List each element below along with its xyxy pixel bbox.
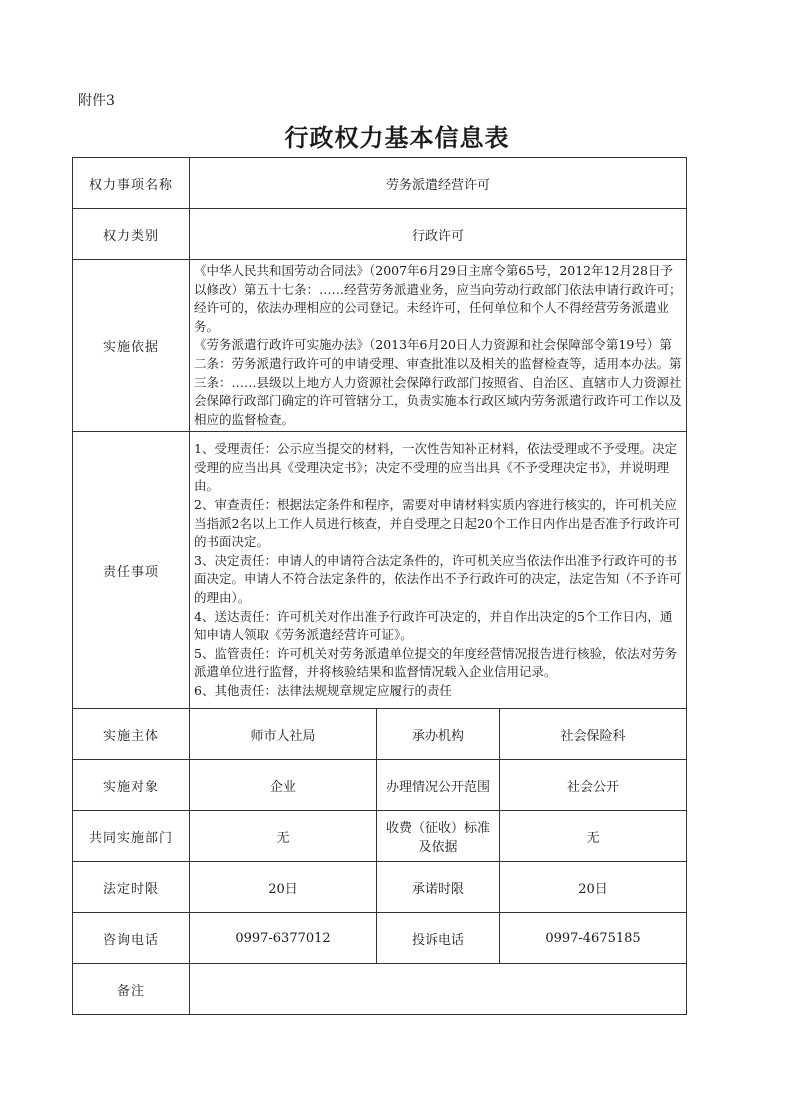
impl-subject-value: 师市人社局: [190, 709, 377, 760]
disclosure-scope-value: 社会公开: [500, 760, 687, 811]
promised-time-limit-value: 20日: [500, 862, 687, 913]
basis-content: [190, 260, 687, 432]
joint-dept-value: 无: [190, 811, 377, 862]
impl-target-value: 企业: [190, 760, 377, 811]
remarks-label: 备注: [73, 964, 190, 1015]
row-basis: [73, 260, 687, 432]
complaint-phone-value: 0997-4675185: [500, 913, 687, 964]
responsibility-item: 6、其他责任：法律法规规章规定应履行的责任: [194, 682, 452, 698]
responsibility-item: 2、审查责任：根据法定条件和程序，需要对申请材料实质内容进行核实的，许可机关应当指派2名以上工作人员进行核查，并自受理之日起20个工作日内作出是否准予行政许可的书面决定。: [194, 496, 681, 550]
fee-standard-label: 收费（征收）标准及依据: [377, 811, 500, 862]
row-item-name: [73, 158, 687, 209]
legal-time-limit-label: 法定时限: [73, 862, 190, 913]
row-impl-target: [73, 760, 687, 811]
disclosure-scope-label: 办理情况公开范围: [377, 760, 500, 811]
responsibility-item: 5、监管责任：许可机关对劳务派遣单位提交的年度经营情况报告进行核验，依法对劳务派遣单位进行监督，并将核验结果和监督情况载入企业信用记录。: [194, 645, 677, 680]
info-table: [72, 157, 687, 1015]
responsibilities-label: 责任事项: [73, 432, 190, 709]
impl-subject-label: 实施主体: [73, 709, 190, 760]
attachment-label: 附件3: [78, 93, 115, 109]
row-responsibilities: [73, 432, 687, 709]
row-joint-dept: [73, 811, 687, 862]
basis-paragraph: 《中华人民共和国劳动合同法》（2007年6月29日主席令第65号，2012年12月28日予以修改）第五十七条：……经营劳务派遣业务，应当向劳动行政部门依法申请行政许可；经许可的，依法办理相应的公司登记。未经许可，任何单位和个人不得经营劳务派遣业务。: [194, 263, 682, 334]
row-category: [73, 209, 687, 260]
promised-time-limit-label: 承诺时限: [377, 862, 500, 913]
fee-standard-value: 无: [500, 811, 687, 862]
basis-paragraph: 《劳务派遣行政许可实施办法》（2013年6月20日人力资源和社会保障部令第19号）第二条：劳务派遣行政许可的申请受理、审查批准以及相关的监督检查等，适用本办法。第三条：……县级以上地方人力资源社会保障行政部门按照省、自治区、直辖市人力资源社会保障行政部门确定的许可管辖分工，负责实施本行政区域内劳务派遣行政许可工作以及相应的监督检查。: [194, 337, 682, 427]
impl-target-label: 实施对象: [73, 760, 190, 811]
row-remarks: [73, 964, 687, 1015]
basis-label: 实施依据: [73, 260, 190, 432]
document-title: 行政权力基本信息表: [284, 123, 510, 152]
responsibility-item: 4、送达责任：许可机关对作出准予行政许可决定的，并自作出决定的5个工作日内，通知申请人领取《劳务派遣经营许可证》。: [194, 608, 673, 643]
responsibility-item: 3、决定责任：申请人的申请符合法定条件的，许可机关应当依法作出准予行政许可的书面决定。申请人不符合法定条件的，依法作出不予行政许可的决定，法定告知（不予许可的理由）。: [194, 552, 682, 605]
joint-dept-label: 共同实施部门: [73, 811, 190, 862]
item-name-value: 劳务派遣经营许可: [190, 158, 687, 209]
row-impl-subject: [73, 709, 687, 760]
legal-time-limit-value: 20日: [190, 862, 377, 913]
handling-agency-label: 承办机构: [377, 709, 500, 760]
consult-phone-value: 0997-6377012: [190, 913, 377, 964]
handling-agency-value: 社会保险科: [500, 709, 687, 760]
item-name-label: 权力事项名称: [73, 158, 190, 209]
row-time-limit: [73, 862, 687, 913]
row-phone: [73, 913, 687, 964]
complaint-phone-label: 投诉电话: [377, 913, 500, 964]
responsibilities-content: [190, 432, 687, 709]
category-value: 行政许可: [190, 209, 687, 260]
consult-phone-label: 咨询电话: [73, 913, 190, 964]
responsibility-item: 1、受理责任：公示应当提交的材料，一次性告知补正材料，依法受理或不予受理。决定受理的应当出具《受理决定书》；决定不受理的应当出具《不予受理决定书》，并说明理由。: [194, 441, 677, 494]
category-label: 权力类别: [73, 209, 190, 260]
remarks-value: [190, 964, 687, 1015]
